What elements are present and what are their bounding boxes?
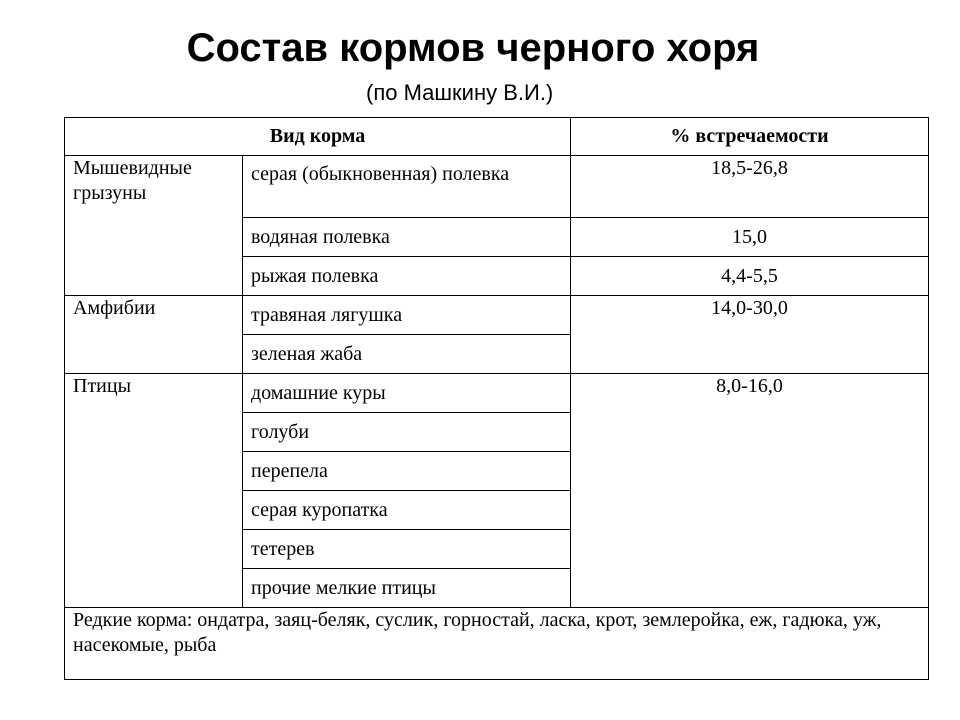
percent-cell: 14,0-30,0: [571, 296, 929, 374]
species-cell: серая (обыкновенная) полевка: [243, 156, 571, 218]
percent-cell: 18,5-26,8: [571, 156, 929, 218]
group-name-birds: Птицы: [65, 374, 243, 608]
species-cell: зеленая жаба: [243, 335, 571, 374]
species-cell: серая куропатка: [243, 491, 571, 530]
species-cell: голуби: [243, 413, 571, 452]
species-cell: водяная полевка: [243, 218, 571, 257]
percent-cell: 8,0-16,0: [571, 374, 929, 608]
group-name-rodents: Мышевидные грызуны: [65, 156, 243, 296]
species-cell: перепела: [243, 452, 571, 491]
table-row: [65, 296, 929, 335]
species-cell: тетерев: [243, 530, 571, 569]
species-cell: домашние куры: [243, 374, 571, 413]
header-occurrence-percent: % встречаемости: [571, 118, 929, 156]
rare-feeds-note: Редкие корма: ондатра, заяц-беляк, суслик, горностай, ласка, крот, землеройка, еж, гадюка, уж, насекомые, рыба: [65, 608, 929, 680]
table-header-row: [65, 118, 929, 156]
table-row: [65, 156, 929, 218]
percent-cell: 4,4-5,5: [571, 257, 929, 296]
species-cell: травяная лягушка: [243, 296, 571, 335]
feed-composition-table: [64, 117, 929, 680]
page-subtitle: (по Машкину В.И.): [366, 80, 554, 105]
page-title: Состав кормов черного хоря: [186, 26, 760, 70]
table-row-note: [65, 608, 929, 680]
table-row: [65, 374, 929, 413]
group-name-amphibians: Амфибии: [65, 296, 243, 374]
species-cell: рыжая полевка: [243, 257, 571, 296]
percent-cell: 15,0: [571, 218, 929, 257]
header-feed-type: Вид корма: [65, 118, 571, 156]
species-cell: прочие мелкие птицы: [243, 569, 571, 608]
